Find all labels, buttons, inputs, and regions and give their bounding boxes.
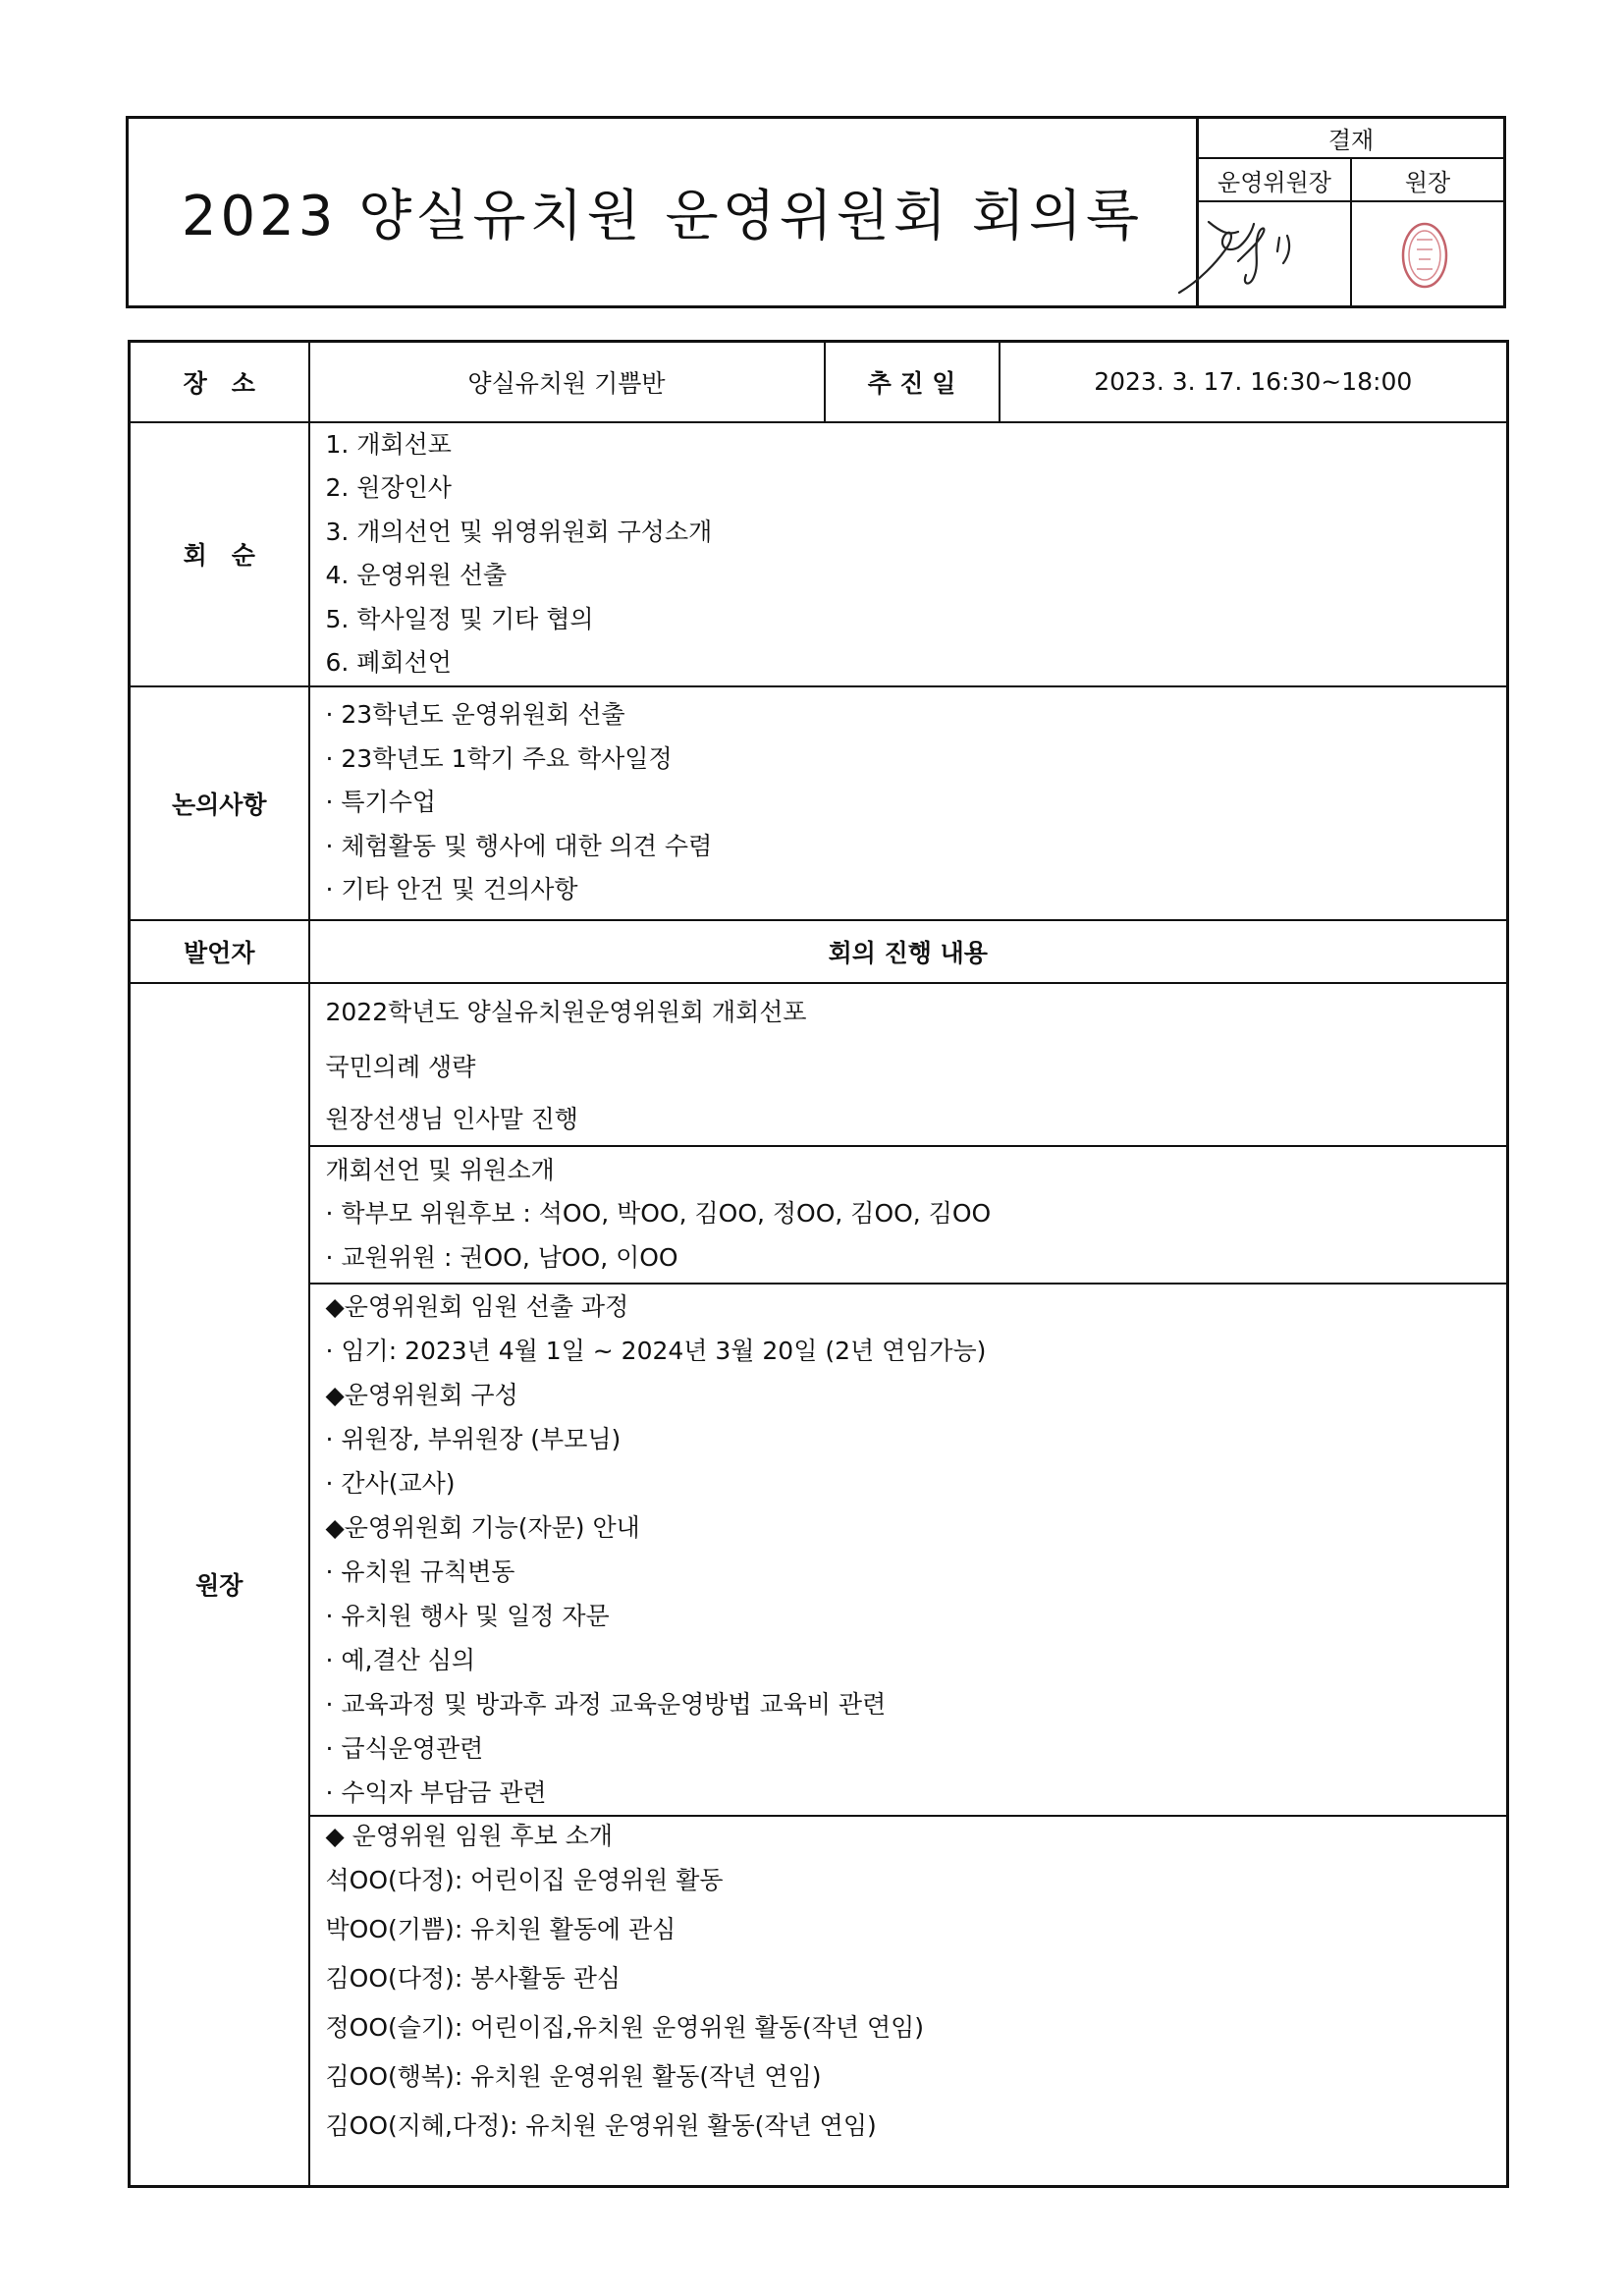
- approval-heading: 결재: [1199, 119, 1503, 158]
- agenda-label: 회 순: [130, 422, 309, 686]
- list-item: 2. 원장인사: [325, 473, 452, 502]
- list-item: 김OO(다정): 봉사활동 관심: [325, 1963, 622, 1993]
- list-item: ◆운영위원회 기능(자문) 안내: [325, 1512, 640, 1542]
- list-item: · 수익자 부담금 관련: [325, 1777, 547, 1807]
- place-value: 양실유치원 기쁨반: [309, 342, 825, 422]
- list-item: · 기타 안건 및 건의사항: [325, 875, 578, 904]
- content-header: 회의 진행 내용: [309, 920, 1508, 983]
- list-item: 2022학년도 양실유치원운영위원회 개회선포: [325, 997, 807, 1026]
- list-item: · 23학년도 운영위원회 선출: [325, 700, 625, 730]
- list-item: · 특기수업: [325, 788, 436, 817]
- list-item: · 유치원 행사 및 일정 자문: [325, 1601, 610, 1630]
- list-item: · 간사(교사): [325, 1468, 456, 1498]
- handwritten-signature-icon: [1169, 202, 1317, 301]
- list-item: · 임기: 2023년 4월 1일 ~ 2024년 3월 20일 (2년 연임가능): [325, 1336, 987, 1365]
- list-item: 개회선언 및 위원소개: [325, 1155, 555, 1184]
- list-item: ◆ 운영위원 임원 후보 소개: [325, 1821, 614, 1850]
- list-item: 6. 폐회선언: [325, 648, 452, 677]
- list-item: · 유치원 규칙변동: [325, 1557, 515, 1586]
- list-item: 김OO(지혜,다정): 유치원 운영위원 활동(작년 연임): [325, 2110, 877, 2140]
- list-item: 정OO(슬기): 어린이집,유치원 운영위원 활동(작년 연임): [325, 2012, 925, 2042]
- list-item: 4. 운영위원 선출: [325, 561, 508, 589]
- discussion-label: 논의사항: [130, 686, 309, 920]
- title-box: [129, 119, 1199, 305]
- minutes-block-members: [309, 1146, 1508, 1284]
- list-item: 5. 학사일정 및 기타 협의: [325, 604, 594, 633]
- document-title: 2023 양실유치원 운영위원회 회의록: [181, 185, 1144, 248]
- list-item: · 급식운영관련: [325, 1733, 484, 1763]
- list-item: 3. 개의선언 및 위영위원회 구성소개: [325, 517, 713, 546]
- minutes-block-candidates: [309, 1816, 1508, 2187]
- speaker-header: 발언자: [130, 920, 309, 983]
- list-item: 1. 개회선포: [325, 429, 452, 459]
- director-seal-cell: [1351, 201, 1503, 306]
- approval-col-director: 원장: [1351, 158, 1503, 201]
- list-item: · 위원장, 부위원장 (부모님): [325, 1424, 622, 1453]
- list-item: · 교육과정 및 방과후 과정 교육운영방법 교육비 관련: [325, 1689, 887, 1719]
- date-value: 2023. 3. 17. 16:30~18:00: [1000, 342, 1508, 422]
- place-label: 장 소: [130, 342, 309, 422]
- approval-col-chair: 운영위원장: [1199, 158, 1351, 201]
- list-item: 원장선생님 인사말 진행: [325, 1104, 578, 1133]
- list-item: 석OO(다정): 어린이집 운영위원 활동: [325, 1865, 724, 1894]
- date-label: 추 진 일: [825, 342, 1000, 422]
- list-item: · 체험활동 및 행사에 대한 의견 수렴: [325, 831, 713, 860]
- minutes-table: [128, 340, 1509, 2188]
- minutes-block-committee: [309, 1284, 1508, 1816]
- list-item: · 학부모 위원후보 : 석OO, 박OO, 김OO, 정OO, 김OO, 김OO: [325, 1199, 992, 1229]
- red-seal-stamp-icon: [1395, 216, 1454, 295]
- list-item: ◆운영위원회 임원 선출 과정: [325, 1291, 629, 1321]
- list-item: 국민의례 생략: [325, 1052, 476, 1081]
- agenda-list: [309, 422, 1508, 686]
- list-item: · 교원위원 : 권OO, 남OO, 이OO: [325, 1242, 678, 1272]
- list-item: ◆운영위원회 구성: [325, 1380, 518, 1409]
- discussion-list: [309, 686, 1508, 920]
- approval-table: [1199, 119, 1503, 306]
- minutes-block-opening: [309, 983, 1508, 1146]
- list-item: · 23학년도 1학기 주요 학사일정: [325, 743, 673, 773]
- chair-signature-cell: [1199, 201, 1351, 306]
- list-item: 박OO(기쁨): 유치원 활동에 관심: [325, 1914, 676, 1943]
- header-block: [126, 116, 1506, 308]
- speaker-name: 원장: [130, 983, 309, 2187]
- list-item: · 예,결산 심의: [325, 1645, 476, 1674]
- list-item: 김OO(행복): 유치원 운영위원 활동(작년 연임): [325, 2061, 822, 2091]
